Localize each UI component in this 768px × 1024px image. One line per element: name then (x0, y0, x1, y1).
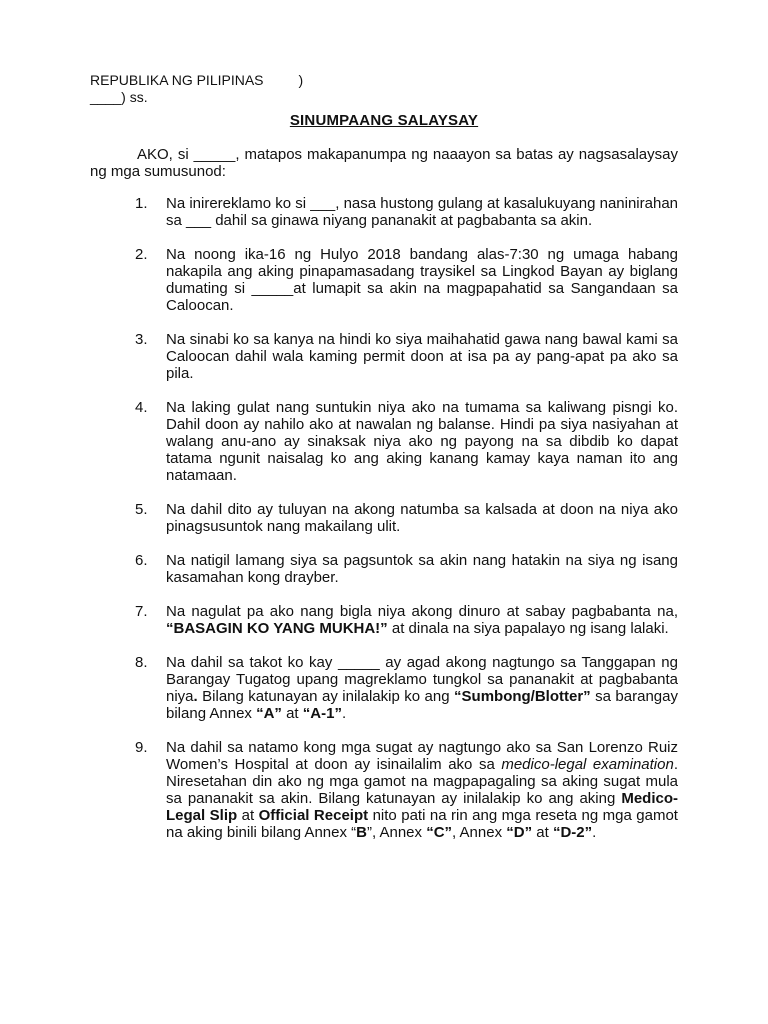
list-item (90, 654, 678, 722)
item-emphasis: B (356, 824, 367, 841)
item-emphasis: “D-2” (552, 824, 593, 841)
item-text: Na laking gulat nang suntukin niya ako na tumama sa kaliwang pisngi ko. Dahil doon ay nahilo ako at nawalan ng balanse. Hindi pa siya nasiyahan at walang anu-ano ay sinaksak niya ako ng payong na sa dibdib ko dapat tatama ngunit naisalag ko ang aking kanang kamay kaya naman ito ang natamaan. (166, 399, 678, 484)
list-item (90, 739, 678, 841)
statement-list (90, 195, 678, 858)
item-number: 7. (135, 603, 148, 620)
item-number: 2. (135, 246, 148, 263)
item-emphasis: Medico-Legal Slip (166, 790, 678, 824)
item-text: Na dahil dito ay tuluyan na akong natumba sa kalsada at doon na niya ako pinagsusuntok nang makailang ulit. (166, 501, 678, 535)
item-text: Na noong ika-16 ng Hulyo 2018 bandang alas-7:30 ng umaga habang nakapila ang aking pinapamasadang traysikel sa Lingkod Bayan ay biglang dumating si _____at lumapit sa akin na magpapahatid sa Sangandaan sa Caloocan. (166, 246, 678, 314)
item-text: nito pati na rin ang mga reseta ng mga gamot na aking binili bilang Annex “ (166, 807, 678, 841)
header-ss: ____) ss. (90, 89, 148, 105)
item-text: at (237, 807, 259, 824)
list-item (90, 246, 678, 314)
list-item (90, 552, 678, 586)
item-emphasis: Official Receipt (258, 807, 369, 824)
list-item (90, 331, 678, 382)
item-emphasis: “C” (426, 824, 453, 841)
item-emphasis: “A” (256, 705, 282, 722)
item-text: Bilang katunayan ay inilalakip ko ang (197, 688, 455, 705)
item-text: . Niresetahan din ako ng mga gamot na magpapagaling sa aking sugat mula sa pananakit sa akin. Bilang katunayan ay inilalakip ko ang aking (166, 756, 678, 807)
item-text: Na inirereklamo ko si ___, nasa hustong gulang at kasalukuyang naninirahan sa ___ dahil sa ginawa niyang pananakit at pagbabanta sa akin. (166, 195, 678, 229)
item-text: . (592, 824, 597, 841)
list-item (90, 195, 678, 229)
item-emphasis: “BASAGIN KO YANG MUKHA!” (166, 620, 388, 637)
item-emphasis: . (193, 688, 198, 705)
item-text: at dinala na siya papalayo ng isang lalaki. (387, 620, 669, 637)
item-text: , Annex (452, 824, 507, 841)
list-item (90, 399, 678, 484)
item-number: 3. (135, 331, 148, 348)
list-item (90, 501, 678, 535)
item-number: 1. (135, 195, 148, 212)
item-number: 8. (135, 654, 148, 671)
list-item (90, 603, 678, 637)
item-text: . (341, 705, 347, 722)
item-text: at (281, 705, 303, 722)
item-text: at (532, 824, 553, 841)
document-title: SINUMPAANG SALAYSAY (289, 112, 479, 129)
item-text: Na nagulat pa ako nang bigla niya akong dinuro at sabay pagbabanta na, (166, 603, 678, 620)
header-republika: REPUBLIKA NG PILIPINAS ) (90, 72, 304, 88)
item-text: Na dahil sa natamo kong mga sugat ay nagtungo ako sa San Lorenzo Ruiz Women’s Hospital at doon ay isinailalim ako sa (166, 739, 678, 773)
item-emphasis: “D” (506, 824, 533, 841)
item-italic: medico-legal examination (501, 756, 674, 773)
item-text: Na sinabi ko sa kanya na hindi ko siya maihahatid gawa nang bawal kami sa Caloocan dahil wala kaming permit doon at isa pa ay pang-apat pa ako sa pila. (166, 331, 678, 382)
item-text: Na dahil sa takot ko kay _____ ay agad akong nagtungo sa Tanggapan ng Barangay Tugatog upang magreklamo tungkol sa pananakit at pagbabanta niya (166, 654, 678, 705)
item-number: 4. (135, 399, 148, 416)
item-number: 6. (135, 552, 148, 569)
item-text: sa barangay bilang Annex (166, 688, 678, 722)
item-emphasis: “A-1” (302, 705, 342, 722)
item-number: 5. (135, 501, 148, 518)
item-text: Na natigil lamang siya sa pagsuntok sa akin nang hatakin na siya ng isang kasamahan kong drayber. (166, 552, 678, 586)
item-text: ”, Annex (366, 824, 427, 841)
intro-paragraph: AKO, si _____, matapos makapanumpa ng naaayon sa batas ay nagsasalaysay ng mga sumusunod: (90, 146, 678, 180)
item-number: 9. (135, 739, 148, 756)
item-emphasis: “Sumbong/Blotter” (454, 688, 591, 705)
